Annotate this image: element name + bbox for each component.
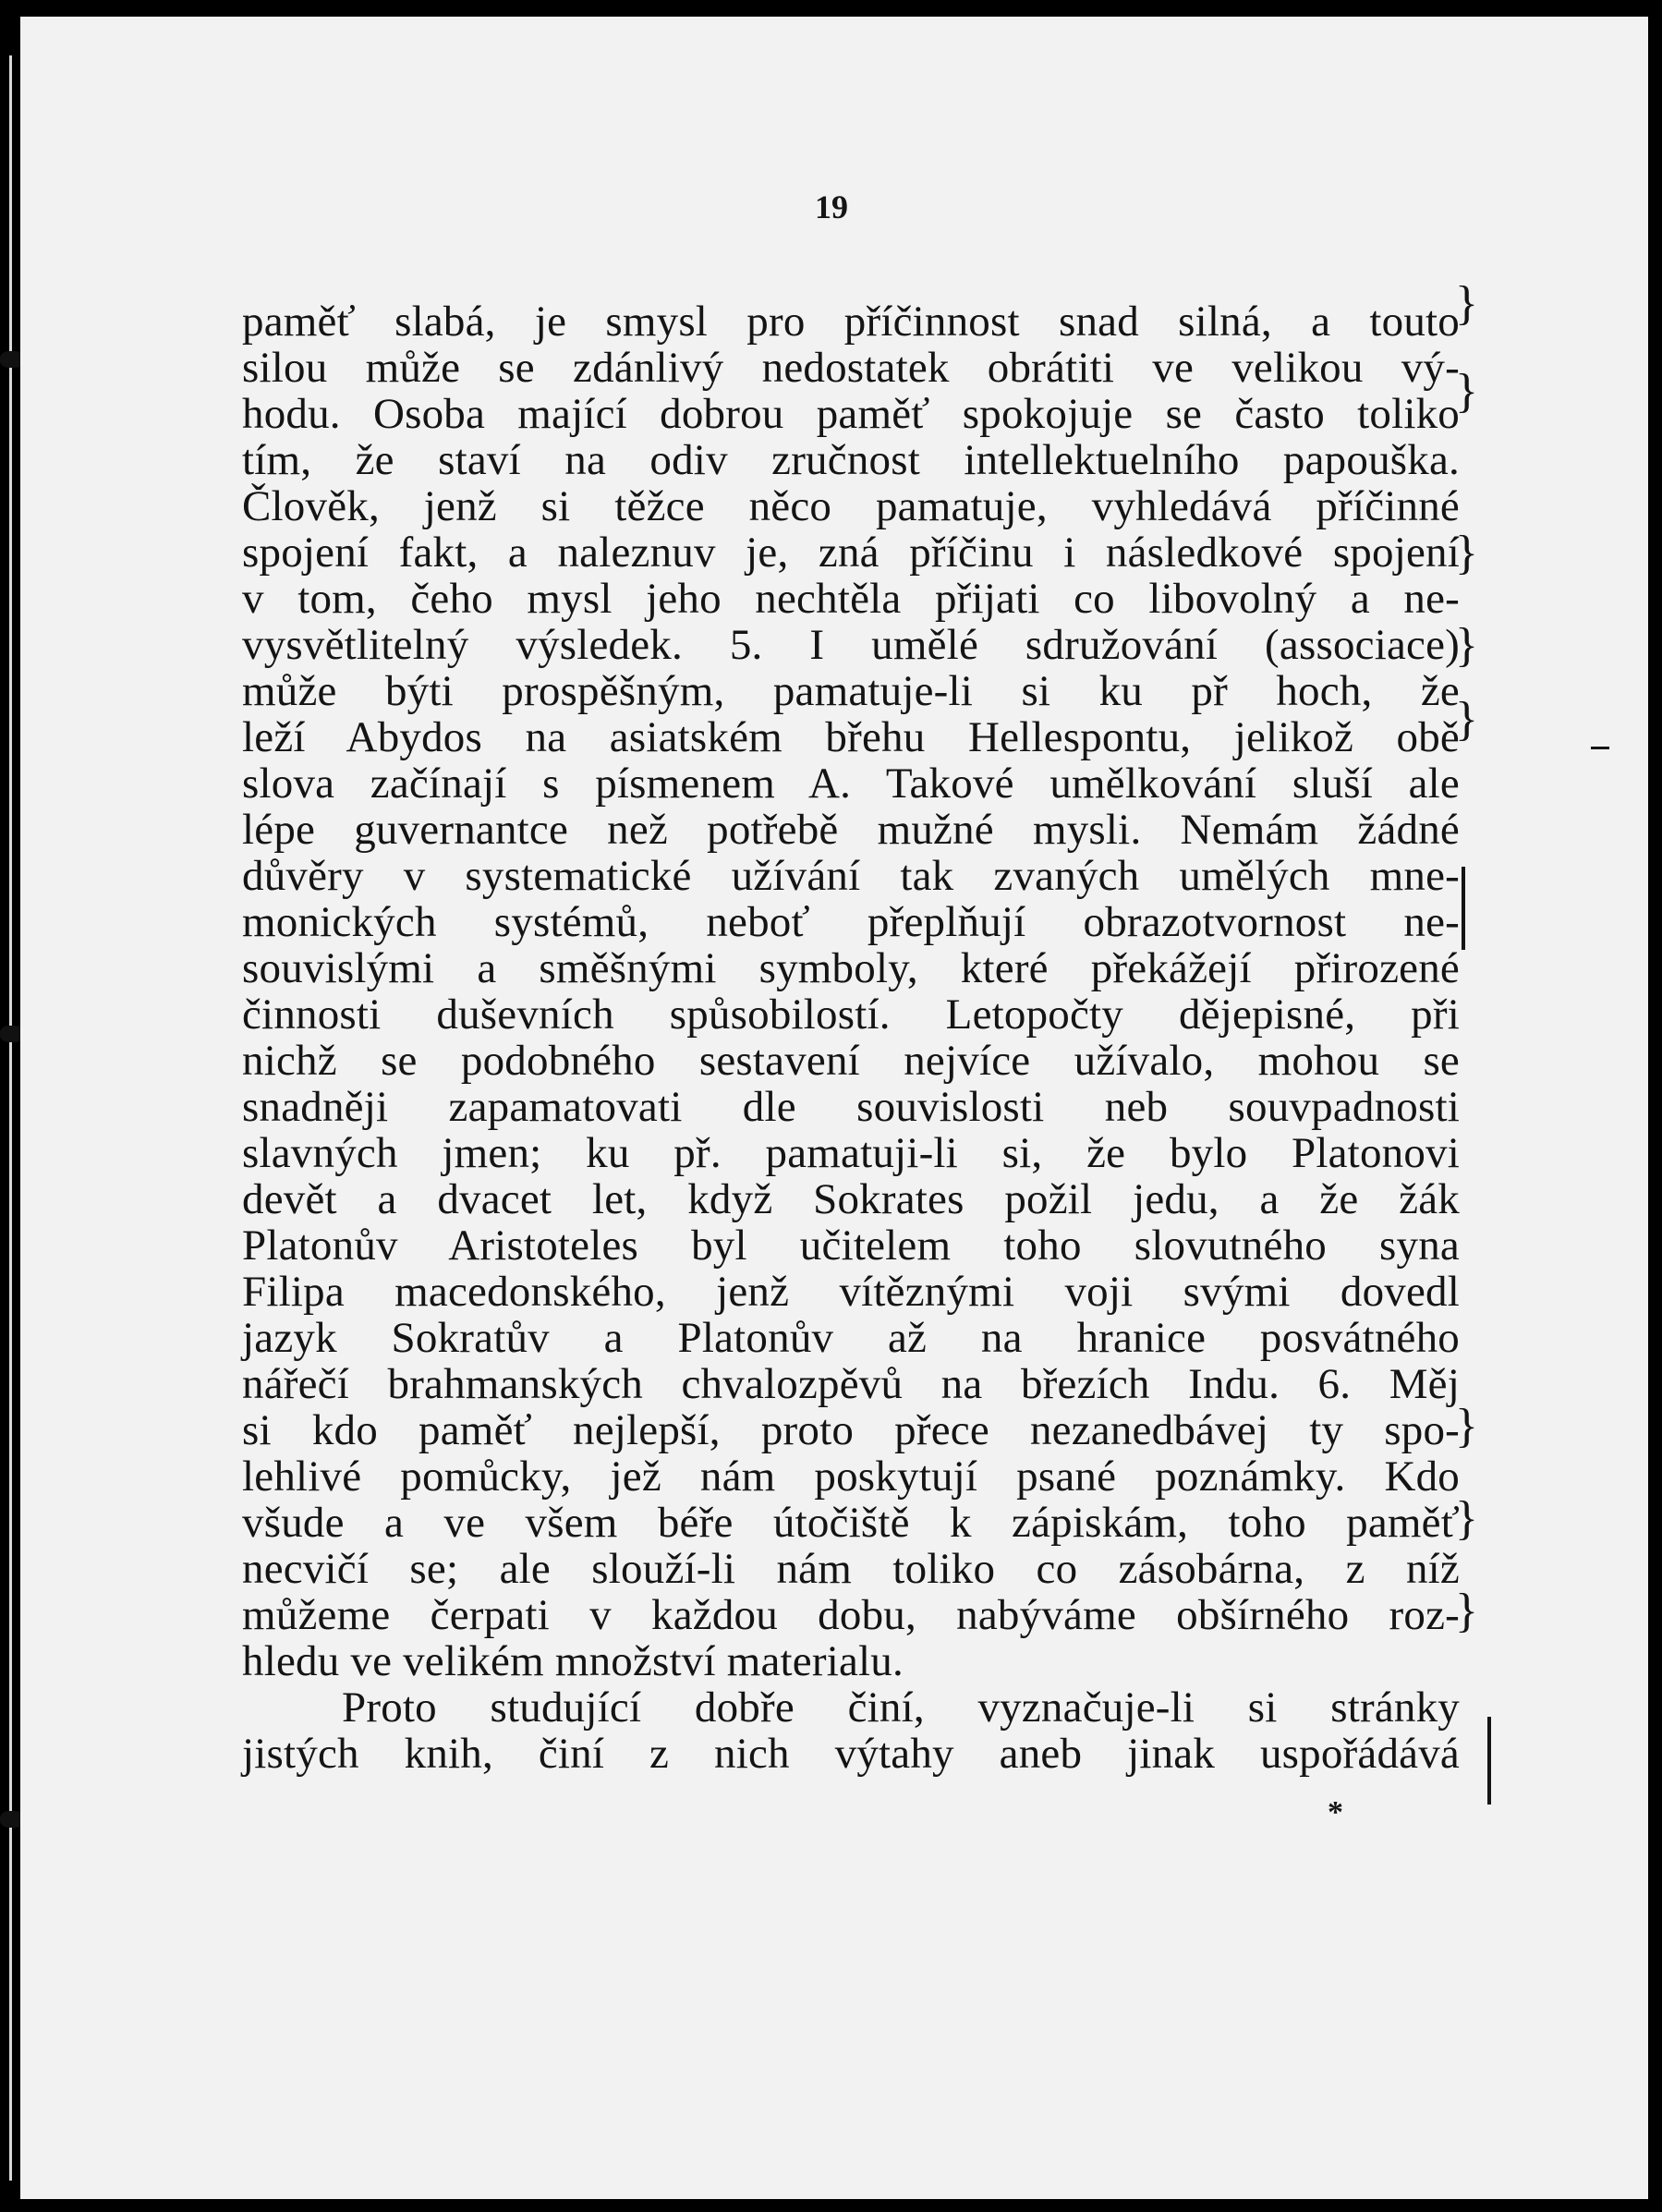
margin-bracket-mark: } [1455,365,1478,418]
binding-thread [9,55,12,2181]
margin-dash-mark [1591,747,1609,749]
margin-bracket-mark: } [1455,1492,1478,1545]
footer-mark: * [1328,1795,1343,1829]
text-line: slavných jmen; ku př. pamatuji-li si, že bylo Platonovi [242,1129,1460,1177]
text-line: v tom, čeho mysl jeho nechtěla přijati co libovolný a ne- [242,575,1460,623]
text-line: jazyk Sokratův a Platonův až na hranice posvátného [242,1314,1460,1362]
text-line: souvislými a směšnými symboly, které překážejí přirozené [242,944,1460,992]
margin-bracket-mark: } [1455,527,1478,579]
text-line: jistých knih, činí z nich výtahy aneb jinak uspořádává [242,1730,1460,1778]
book-page [20,17,1648,2199]
margin-bracket-mark: } [1455,1400,1478,1452]
text-line: můžeme čerpati v každou dobu, nabýváme obšírného roz- [242,1591,1460,1639]
page-number: 19 [815,188,848,225]
text-line: hledu ve velikém množství materialu. [242,1637,904,1685]
text-line: vysvětlitelný výsledek. 5. I umělé sdružování (associace) [242,621,1460,669]
text-line: si kdo paměť nejlepší, proto přece nezanedbávej ty spo- [242,1406,1460,1454]
text-line: nichž se podobného sestavení nejvíce užívalo, mohou se [242,1037,1460,1085]
text-line: všude a ve všem béře útočiště k zápiskám, toho paměť [242,1499,1460,1547]
margin-bracket-mark: } [1455,693,1478,746]
margin-bracket-mark: } [1455,277,1478,330]
text-line: silou může se zdánlivý nedostatek obrátiti ve velikou vý- [242,344,1460,392]
text-line: snadněji zapamatovati dle souvislosti neb souvpadnosti [242,1083,1460,1131]
margin-bracket-mark: } [1455,619,1478,672]
text-line: lépe guvernantce než potřebě mužné mysli. Nemám žádné [242,806,1460,854]
text-line: může býti prospěšným, pamatuje-li si ku př hoch, že [242,667,1460,715]
text-line: Platonův Aristoteles byl učitelem toho slovutného syna [242,1221,1460,1270]
margin-bracket-mark: } [1455,1585,1478,1637]
text-line: tím, že staví na odiv zručnost intellektuelního papouška. [242,436,1460,484]
binding-edge [0,0,20,2212]
text-line: činnosti duševních spůsobilostí. Letopočty dějepisné, při [242,991,1460,1039]
body-text [242,298,1460,1777]
text-line: spojení fakt, a naleznuv je, zná příčinu i následkové spojení [242,529,1460,577]
text-line: leží Abydos na asiatském břehu Hellespontu, jelikož obě [242,713,1460,761]
text-line: Filipa macedonského, jenž vítěznými voji svými dovedl [242,1268,1460,1316]
text-line: slova začínají s písmenem A. Takové umělkování sluší ale [242,760,1460,808]
margin-line-mark [1487,1717,1491,1805]
text-line: monických systémů, neboť přeplňují obrazotvornost ne- [242,898,1460,946]
text-line: nářečí brahmanských chvalozpěvů na březích Indu. 6. Měj [242,1360,1460,1408]
text-line: Proto studující dobře činí, vyznačuje-li si stránky [342,1683,1460,1732]
text-line: hodu. Osoba mající dobrou paměť spokojuje se často toliko [242,390,1460,438]
text-line: devět a dvacet let, když Sokrates požil jedu, a že žák [242,1175,1460,1223]
text-line: necvičí se; ale slouží-li nám toliko co zásobárna, z níž [242,1545,1460,1593]
text-line: Člověk, jenž si těžce něco pamatuje, vyhledává příčinné [242,482,1460,530]
text-line: paměť slabá, je smysl pro příčinnost snad silná, a touto [242,298,1460,346]
text-line: důvěry v systematické užívání tak zvaných umělých mne- [242,852,1460,900]
text-line: lehlivé pomůcky, jež nám poskytují psané poznámky. Kdo [242,1452,1460,1501]
margin-line-mark [1462,867,1465,950]
